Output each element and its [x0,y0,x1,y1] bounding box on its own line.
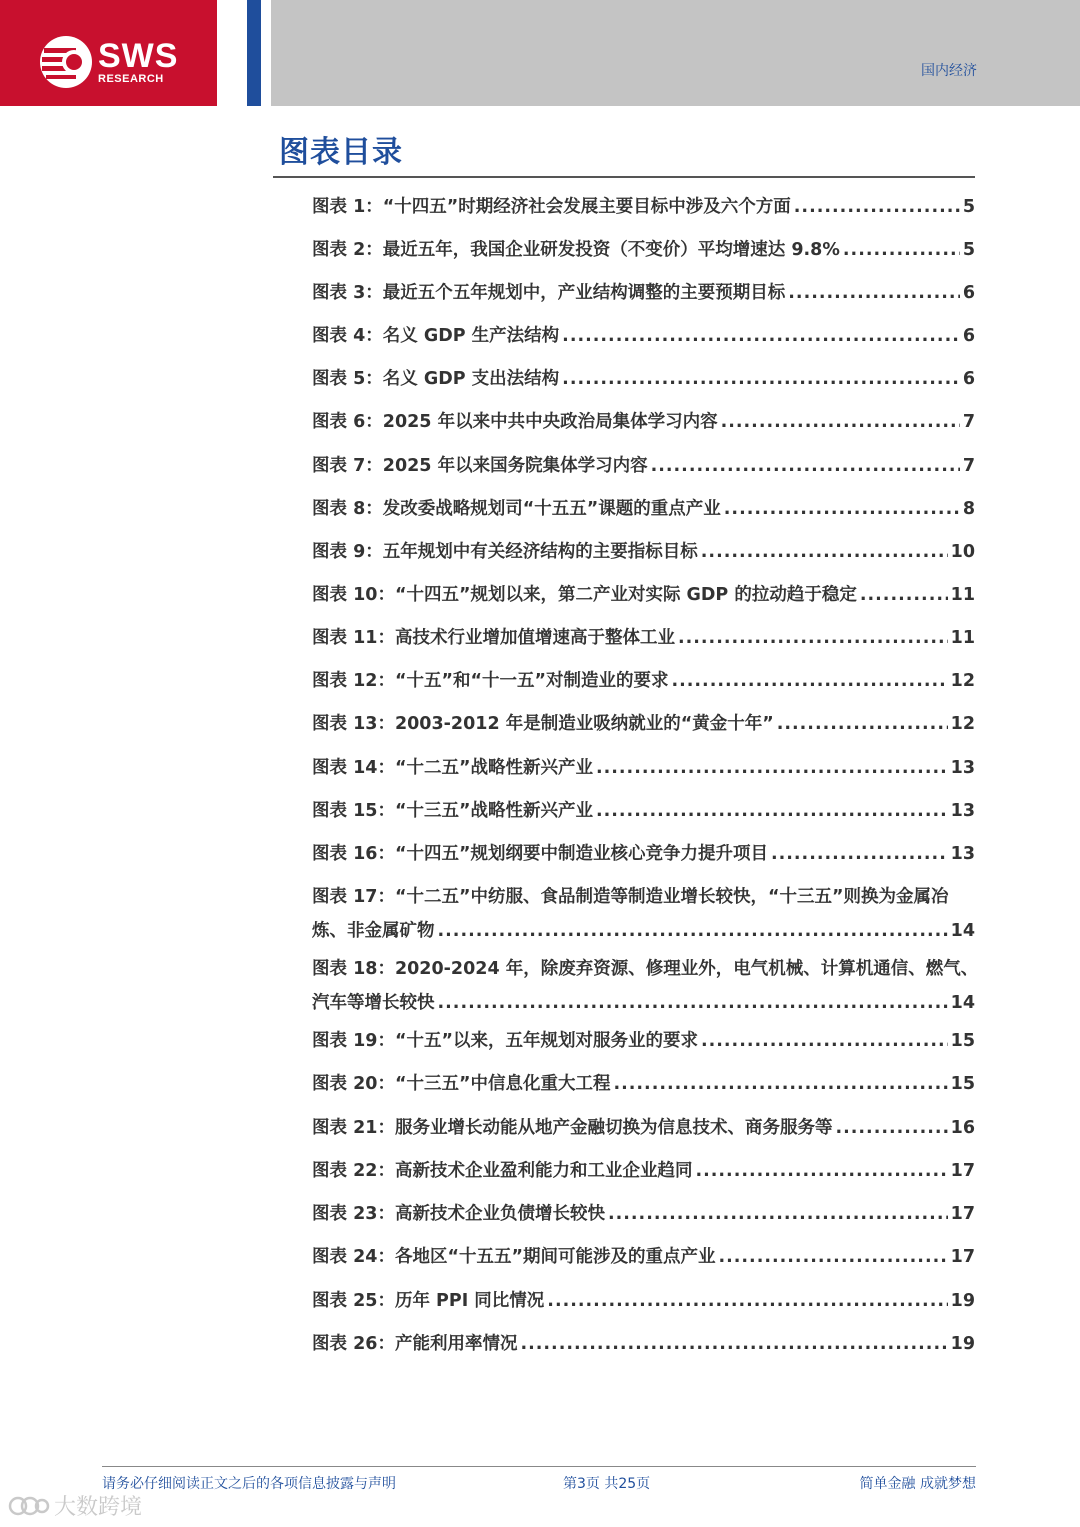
toc-entry-text: 图表 17：“十二五”中纺服、食品制造等制造业增长较快，“十三五”则换为金属冶 [312,887,949,907]
toc-entry-text: 汽车等增长较快 [312,993,435,1013]
toc-entry[interactable] [312,449,975,483]
toc-dot-leader [596,751,948,785]
toc-entry[interactable] [312,1327,975,1361]
toc-entry-text: 图表 22：高新技术企业盈利能力和工业企业趋同 [312,1161,693,1181]
toc-page-number: 19 [950,1291,975,1311]
toc-entry-line [312,1197,975,1231]
toc-dot-leader [701,535,948,569]
toc-dot-leader [860,578,948,612]
toc-page-number: 8 [962,499,975,519]
toc-entry-line [312,578,975,612]
title-divider [273,176,975,178]
toc-page-number: 5 [962,197,975,217]
toc-entry[interactable] [312,664,975,698]
toc-dot-leader [651,449,960,483]
toc-entry[interactable] [312,362,975,396]
toc-entry[interactable] [312,319,975,353]
toc-page-number: 17 [950,1204,975,1224]
toc-dot-leader [701,1024,948,1058]
toc-entry-text: 炼、非金属矿物 [312,921,435,941]
toc-entry[interactable] [312,535,975,569]
toc-entry-line [312,405,975,439]
toc-entry-text: 图表 24：各地区“十五五”期间可能涉及的重点产业 [312,1247,716,1267]
toc-title: 图表目录 [279,135,403,170]
watermark-text: 大数跨境 [54,1495,143,1520]
toc-dot-leader [777,707,948,741]
toc-entry-line [312,621,975,655]
toc-entry-text: 图表 18：2020-2024 年，除废弃资源、修理业外，电气机械、计算机通信、燃气、 [312,959,979,979]
toc-entry[interactable] [312,276,975,310]
toc-page-number: 15 [950,1031,975,1051]
toc-page-number: 14 [950,921,975,941]
toc-dot-leader [695,1154,947,1188]
toc-page-number: 11 [950,585,975,605]
toc-page-number: 6 [962,369,975,389]
toc-dot-leader [671,664,947,698]
toc-entry-text: 图表 8：发改委战略规划司“十五五”课题的重点产业 [312,499,721,519]
toc-entry-text: 图表 21：服务业增长动能从地产金融切换为信息技术、商务服务等 [312,1118,833,1138]
header-blue-stripe [247,0,261,106]
toc-page-number: 13 [950,844,975,864]
toc-dot-leader [438,986,948,1020]
toc-entry-text: 图表 4：名义 GDP 生产法结构 [312,326,560,346]
footer-divider [102,1466,976,1467]
toc-entry[interactable] [312,492,975,526]
toc-page-number: 17 [950,1247,975,1267]
toc-entry[interactable] [312,837,975,871]
toc-entry-text: 图表 15：“十三五”战略性新兴产业 [312,801,593,821]
toc-entry-text: 图表 5：名义 GDP 支出法结构 [312,369,560,389]
toc-entry[interactable] [312,621,975,655]
toc-entry[interactable] [312,1024,975,1058]
toc-entry-text: 图表 26：产能利用率情况 [312,1334,518,1354]
header-gray-band [271,0,1080,106]
toc-entry-line [312,276,975,310]
footer-slogan: 简单金融 成就梦想 [859,1476,976,1492]
toc-entry-line [312,952,979,986]
sws-logo [38,34,178,90]
toc-entry[interactable] [312,190,975,224]
toc-entry[interactable] [312,1111,975,1145]
toc-page-number: 10 [950,542,975,562]
toc-page-number: 13 [950,758,975,778]
toc-entry[interactable] [312,1197,975,1231]
toc-entry[interactable] [312,1067,975,1101]
toc-page-number: 7 [962,412,975,432]
toc-page-number: 7 [962,456,975,476]
toc-entry-line [312,492,975,526]
toc-entry-line [312,751,975,785]
toc-entry[interactable] [312,751,975,785]
toc-entry-line [312,190,975,224]
section-label: 国内经济 [921,63,977,79]
toc-page-number: 14 [950,993,975,1013]
toc-entry[interactable] [312,578,975,612]
toc-dot-leader [562,362,960,396]
toc-dot-leader [835,1111,947,1145]
toc-dot-leader [520,1327,947,1361]
toc-entry-line [312,233,975,267]
toc-page-number: 19 [950,1334,975,1354]
header-gap [217,0,247,106]
toc-entry-line [312,535,975,569]
toc-entry-line [312,914,975,948]
toc-entry-text: 图表 25：历年 PPI 同比情况 [312,1291,545,1311]
toc-entry[interactable] [312,952,979,1020]
toc-entry-line [312,794,975,828]
toc-entry[interactable] [312,233,975,267]
toc-page-number: 16 [950,1118,975,1138]
toc-entry-text: 图表 13：2003-2012 年是制造业吸纳就业的“黄金十年” [312,714,774,734]
toc-dot-leader [771,837,948,871]
toc-dot-leader [843,233,960,267]
toc-dot-leader [596,794,948,828]
toc-entry[interactable] [312,880,975,948]
toc-entry-line [312,707,975,741]
logo-subtext: RESEARCH [98,73,164,85]
toc-entry-text: 图表 20：“十三五”中信息化重大工程 [312,1074,611,1094]
toc-entry-line [312,1240,975,1274]
logo-wordmark: SWS [98,37,179,75]
toc-entry-text: 图表 16：“十四五”规划纲要中制造业核心竞争力提升项目 [312,844,768,864]
toc-dot-leader [794,190,960,224]
toc-entry-line [312,1111,975,1145]
toc-entry-text: 图表 11：高技术行业增加值增速高于整体工业 [312,628,675,648]
toc-dot-leader [721,405,960,439]
toc-entry[interactable] [312,1240,975,1274]
toc-entry[interactable] [312,1154,975,1188]
toc-entry-text: 图表 14：“十二五”战略性新兴产业 [312,758,593,778]
sws-logo-icon [38,34,94,90]
toc-entry[interactable] [312,794,975,828]
toc-page-number: 6 [962,326,975,346]
toc-dot-leader [608,1197,948,1231]
toc-entry-line [312,1327,975,1361]
toc-page-number: 13 [950,801,975,821]
watermark [8,1490,142,1521]
toc-page-number: 11 [950,628,975,648]
toc-dot-leader [678,621,948,655]
toc-page-number: 12 [950,714,975,734]
toc-entry-text: 图表 2：最近五年，我国企业研发投资（不变价）平均增速达 9.8% [312,240,840,260]
toc-entry-line [312,837,975,871]
toc-dot-leader [438,914,948,948]
toc-entry-text: 图表 6：2025 年以来中共中央政治局集体学习内容 [312,412,718,432]
toc-page-number: 17 [950,1161,975,1181]
toc-dot-leader [788,276,960,310]
toc-entry-line [312,880,975,914]
toc-dot-leader [724,492,960,526]
toc-entry-line [312,362,975,396]
toc-entry-line [312,449,975,483]
toc-entry-line [312,319,975,353]
toc-entry-text: 图表 10：“十四五”规划以来，第二产业对实际 GDP 的拉动趋于稳定 [312,585,857,605]
toc-entry-text: 图表 1：“十四五”时期经济社会发展主要目标中涉及六个方面 [312,197,791,217]
toc-entry-line [312,664,975,698]
footer-page-info: 第3页 共25页 [563,1476,651,1492]
toc-entry-line [312,1284,975,1318]
toc-entry-line [312,1154,975,1188]
toc-entry-line [312,1067,975,1101]
toc-entry[interactable] [312,707,975,741]
toc-dot-leader [562,319,960,353]
toc-entry-text: 图表 12：“十五”和“十一五”对制造业的要求 [312,671,669,691]
toc-dot-leader [547,1284,947,1318]
toc-entry-text: 图表 19：“十五”以来，五年规划对服务业的要求 [312,1031,698,1051]
toc-entry-line [312,1024,975,1058]
toc-entry-text: 图表 3：最近五个五年规划中，产业结构调整的主要预期目标 [312,283,786,303]
toc-entry-line [312,986,975,1020]
toc-entry[interactable] [312,1284,975,1318]
toc-page-number: 15 [950,1074,975,1094]
footer-disclaimer: 请务必仔细阅读正文之后的各项信息披露与声明 [102,1476,396,1492]
watermark-logo-icon [8,1492,50,1520]
toc-dot-leader [613,1067,947,1101]
toc-page-number: 5 [962,240,975,260]
toc-entry[interactable] [312,405,975,439]
toc-page-number: 6 [962,283,975,303]
toc-dot-leader [718,1240,947,1274]
toc-entry-text: 图表 9：五年规划中有关经济结构的主要指标目标 [312,542,698,562]
toc-entry-text: 图表 7：2025 年以来国务院集体学习内容 [312,456,648,476]
toc-page-number: 12 [950,671,975,691]
toc-entry-text: 图表 23：高新技术企业负债增长较快 [312,1204,605,1224]
